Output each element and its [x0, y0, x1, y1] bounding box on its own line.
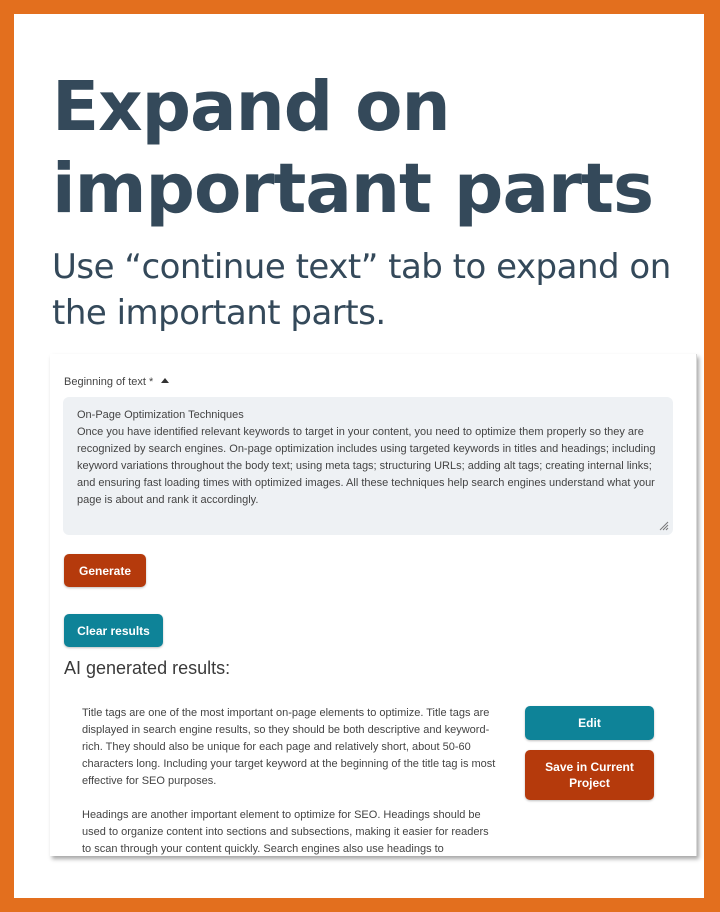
caret-up-icon[interactable]: [161, 378, 169, 383]
slide-frame: [14, 14, 704, 898]
clear-results-button[interactable]: Clear results: [64, 614, 163, 647]
edit-button[interactable]: Edit: [525, 706, 654, 740]
result-paragraph: Title tags are one of the most important on-page elements to optimize. Title tags are displayed in search engine results, so they should be both descriptive and keyword-rich. They should also be unique for each page and relatively short, about 50-60 characters long. Including your target keyword at the beginning of the title tag is most effective for SEO purposes.: [82, 707, 496, 787]
field-label-text: Beginning of text *: [64, 376, 154, 388]
app-screenshot-panel: [50, 354, 697, 856]
input-heading-text: On-Page Optimization Techniques: [77, 409, 244, 421]
save-in-project-button[interactable]: Save in Current Project: [525, 750, 654, 800]
beginning-text-label: [64, 376, 169, 388]
beginning-text-input[interactable]: [63, 397, 673, 535]
generate-button[interactable]: Generate: [64, 554, 146, 587]
resize-handle-icon[interactable]: [659, 521, 669, 531]
slide-subtitle: Use “continue text” tab to expand on the important parts.: [52, 247, 671, 333]
input-body-text: Once you have identified relevant keywords to target in your content, you need to optimize them properly so they are recognized by search engines. On-page optimization includes using targeted keywords in titles and headings; including keyword variations throughout the body text; using meta tags; structuring URLs; adding alt tags; creating internal links; and ensuring fast loading times with optimized images. All these techniques help search engines understand what your page is about and rank it accordingly.: [77, 426, 656, 506]
slide-title: Expand on important parts: [52, 67, 654, 229]
result-text: [82, 705, 500, 856]
result-paragraph: Headings are another important element to optimize for SEO. Headings should be used to organize content into sections and subsections, making it easier for readers to scan through your content quickly. Search engines also use headings to: [82, 809, 489, 855]
results-heading: AI generated results:: [64, 658, 231, 678]
